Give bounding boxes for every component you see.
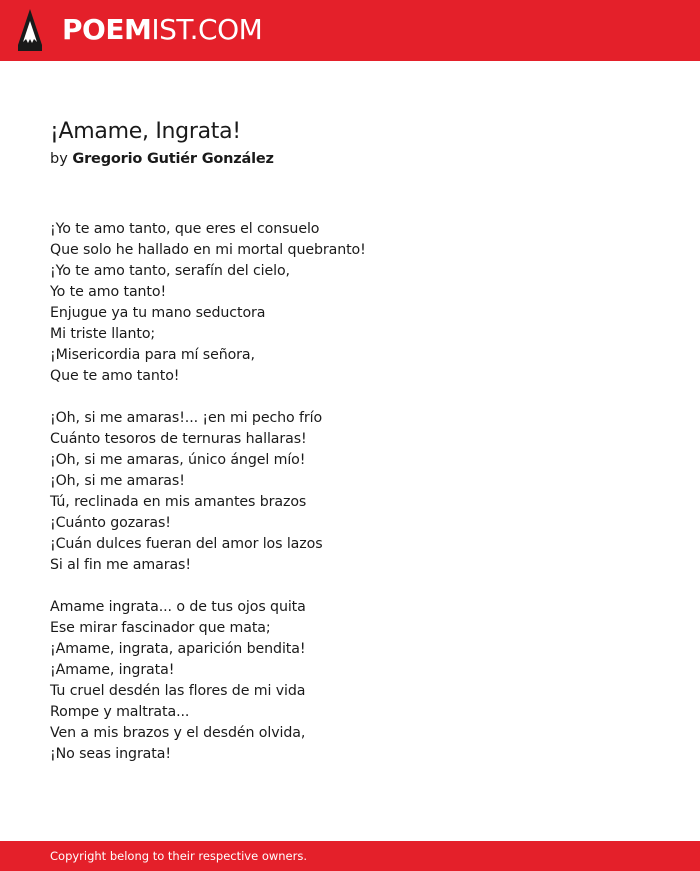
logo-brand-bold: POEM bbox=[62, 13, 152, 46]
poem-line: Cuánto tesoros de ternuras hallaras! bbox=[50, 431, 307, 447]
poem-line: ¡Misericordia para mí señora, bbox=[50, 347, 255, 363]
poem-line: Mi triste llanto; bbox=[50, 326, 156, 342]
poem-line: ¡Oh, si me amaras! bbox=[50, 473, 185, 489]
poem-line: Yo te amo tanto! bbox=[50, 284, 167, 300]
poem-line: Tú, reclinada en mis amantes brazos bbox=[50, 494, 307, 510]
poem-line: ¡Oh, si me amaras, único ángel mío! bbox=[50, 452, 306, 468]
poem-byline bbox=[50, 149, 274, 169]
pencil-tip-icon bbox=[18, 9, 42, 51]
poem-line: ¡Cuánto gozaras! bbox=[50, 515, 171, 531]
copyright-text: Copyright belong to their respective owners. bbox=[50, 849, 308, 863]
poem-stanza bbox=[50, 408, 650, 576]
poem-line: ¡No seas ingrata! bbox=[50, 746, 171, 762]
poem-author: Gregorio Gutiér González bbox=[72, 151, 274, 167]
poem-line: ¡Yo te amo tanto, serafín del cielo, bbox=[50, 263, 290, 279]
poem-line: Si al fin me amaras! bbox=[50, 557, 191, 573]
poem-line: Rompe y maltrata... bbox=[50, 704, 190, 720]
poem-line: Ven a mis brazos y el desdén olvida, bbox=[50, 725, 306, 741]
poem-line: ¡Amame, ingrata! bbox=[50, 662, 175, 678]
site-footer bbox=[0, 841, 700, 871]
poem-line: Ese mirar fascinador que mata; bbox=[50, 620, 271, 636]
site-header bbox=[0, 0, 700, 61]
poem-body bbox=[50, 219, 650, 786]
by-label: by bbox=[50, 151, 68, 167]
poem-line: Enjugue ya tu mano seductora bbox=[50, 305, 266, 321]
poem-line: Tu cruel desdén las flores de mi vida bbox=[50, 683, 306, 699]
site-logo[interactable] bbox=[62, 12, 262, 48]
poem-line: Que solo he hallado en mi mortal quebranto! bbox=[50, 242, 366, 258]
poem-line: ¡Amame, ingrata, aparición bendita! bbox=[50, 641, 306, 657]
poem-stanza bbox=[50, 219, 650, 387]
poem-line: Amame ingrata... o de tus ojos quita bbox=[50, 599, 306, 615]
poem-line: ¡Yo te amo tanto, que eres el consuelo bbox=[50, 221, 320, 237]
logo-brand-light: IST.COM bbox=[151, 13, 263, 46]
poem-stanza bbox=[50, 597, 650, 765]
poem-line: ¡Oh, si me amaras!... ¡en mi pecho frío bbox=[50, 410, 323, 426]
poem-line: Que te amo tanto! bbox=[50, 368, 180, 384]
poem-line: ¡Cuán dulces fueran del amor los lazos bbox=[50, 536, 323, 552]
poem-title: ¡Amame, Ingrata! bbox=[50, 119, 241, 144]
